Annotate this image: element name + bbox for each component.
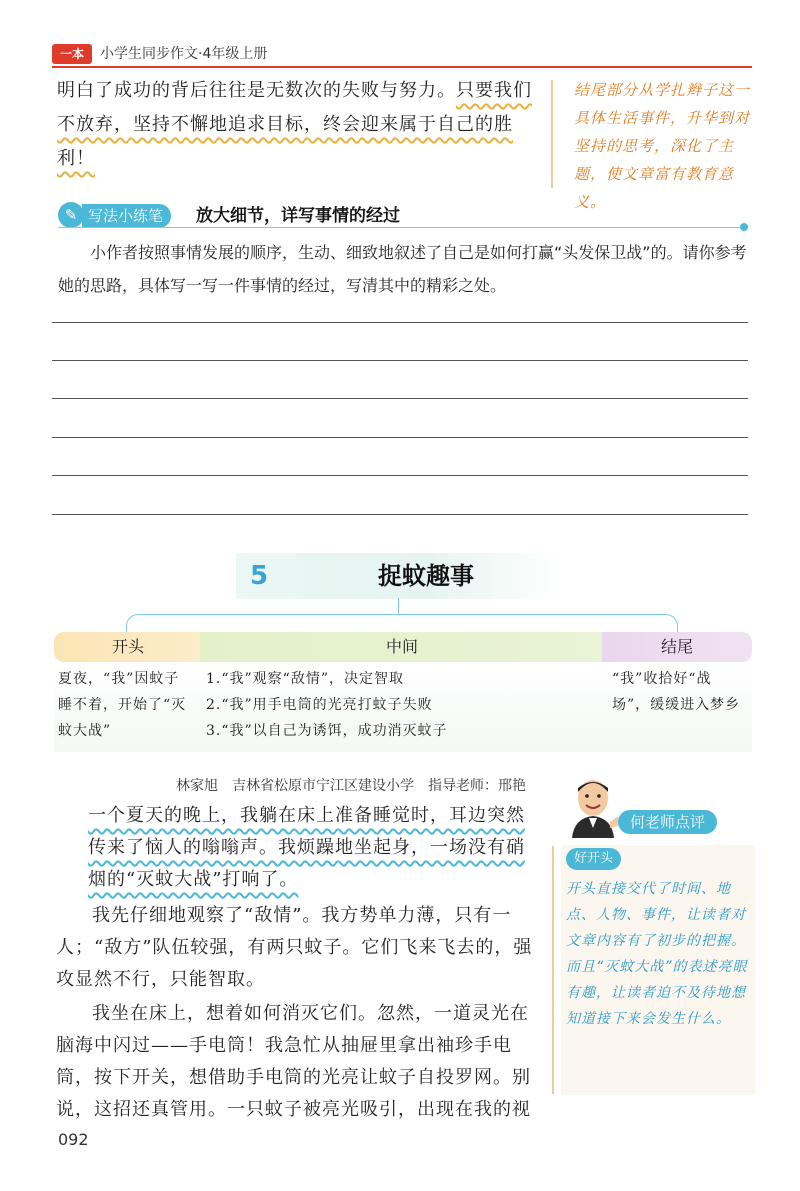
outline-stem xyxy=(398,598,399,614)
outline-start-cell xyxy=(54,664,200,752)
outline-start-text: 夏夜，“我”因蚊子睡不着，开始了“灭蚊大战” xyxy=(58,671,187,739)
outline-start-header: 开头 xyxy=(54,632,202,662)
outline-end-header: 结尾 xyxy=(602,632,752,662)
teacher-comment-label: 何老师点评 xyxy=(618,810,717,834)
side-note: 结尾部分从学扎辫子这一具体生活事件，升华到对坚持的思考，深化了主题，使文章富有教育意义。 xyxy=(574,81,751,211)
outline-middle-cell xyxy=(200,664,604,752)
section-title: 捉蚊趣事 xyxy=(378,562,474,590)
essay-paragraph-3: 我坐在床上，想着如何消灭它们。忽然，一道灵光在脑海中闪过——手电筒！我急忙从抽屉里拿出袖珍手电筒，按下开关，想借助手电筒的光亮让蚊子自投罗网。别说，这招还真管用。一只蚊子被亮光吸引，出现在我的视 xyxy=(56,1003,531,1120)
book-title: 小学生同步作文·4年级上册 xyxy=(100,46,268,62)
writing-practice-prompt: 小作者按照事情发展的顺序，生动、细致地叙述了自己是如何打赢“头发保卫战”的。请你参考她的思路，具体写一写一件事情的经过，写清其中的精彩之处。 xyxy=(58,243,747,295)
writing-line-1[interactable] xyxy=(52,322,748,323)
writing-line-4[interactable] xyxy=(52,437,748,438)
series-logo: 一本 xyxy=(52,44,92,64)
essay-paragraph-1 xyxy=(88,800,536,896)
header-rule xyxy=(52,66,752,68)
outline-connector xyxy=(126,614,678,633)
author-line: 林家旭 吉林省松原市宁江区建设小学 指导老师：邢艳 xyxy=(176,778,526,794)
writing-practice-badge: 写法小练笔 xyxy=(82,204,171,228)
writing-line-5[interactable] xyxy=(52,475,748,476)
divider-dot xyxy=(740,223,748,231)
writing-line-3[interactable] xyxy=(52,398,748,399)
writing-line-6[interactable] xyxy=(52,514,748,515)
outline-end-text: “我”收拾好“战场”，缓缓进入梦乡 xyxy=(612,671,741,713)
writing-line-2[interactable] xyxy=(52,360,748,361)
page-number: 092 xyxy=(58,1130,89,1149)
outline-middle-item: 3.“我”以自己为诱饵，成功消灭蚊子 xyxy=(206,723,448,739)
outline-end-cell xyxy=(604,664,752,752)
teacher-comment-bar xyxy=(552,846,554,1094)
outline-middle-header: 中间 xyxy=(200,632,604,662)
essay-paragraph-1-text: 一个夏天的晚上，我躺在床上准备睡觉时，耳边突然传来了恼人的嗡嗡声。我烦躁地坐起身，一场没有硝烟的“灭蚊大战”打响了。 xyxy=(88,805,525,890)
intro-underlined-text: 只要我们不放弃，坚持不懈地追求目标，终会迎来属于自己的胜利！ xyxy=(57,80,532,169)
teacher-avatar xyxy=(566,776,620,838)
intro-paragraph xyxy=(57,74,537,176)
intro-text: 明白了成功的背后往往是无数次的失败与努力。 xyxy=(57,80,456,101)
side-note-bar xyxy=(551,80,553,188)
section-number: 5 xyxy=(250,561,269,591)
good-opening-tag: 好开头 xyxy=(566,848,621,870)
outline-middle-item: 1.“我”观察“敌情”，决定智取 xyxy=(206,671,404,687)
pen-icon: ✎ xyxy=(58,202,84,228)
essay-paragraph-2: 我先仔细地观察了“敌情”。我方势单力薄，只有一人；“敌方”队伍较强，有两只蚊子。它们飞来飞去的，强攻显然不行，只能智取。 xyxy=(56,905,533,990)
teacher-comment-text: 开头直接交代了时间、地点、人物、事件，让读者对文章内容有了初步的把握。而且“灭蚊大战”的表述亮眼有趣，让读者迫不及待地想知道接下来会发生什么。 xyxy=(566,881,748,1027)
writing-practice-divider xyxy=(58,227,744,228)
outline-middle-item: 2.“我”用手电筒的光亮打蚊子失败 xyxy=(206,697,433,713)
writing-practice-title: 放大细节，详写事情的经过 xyxy=(196,206,400,226)
